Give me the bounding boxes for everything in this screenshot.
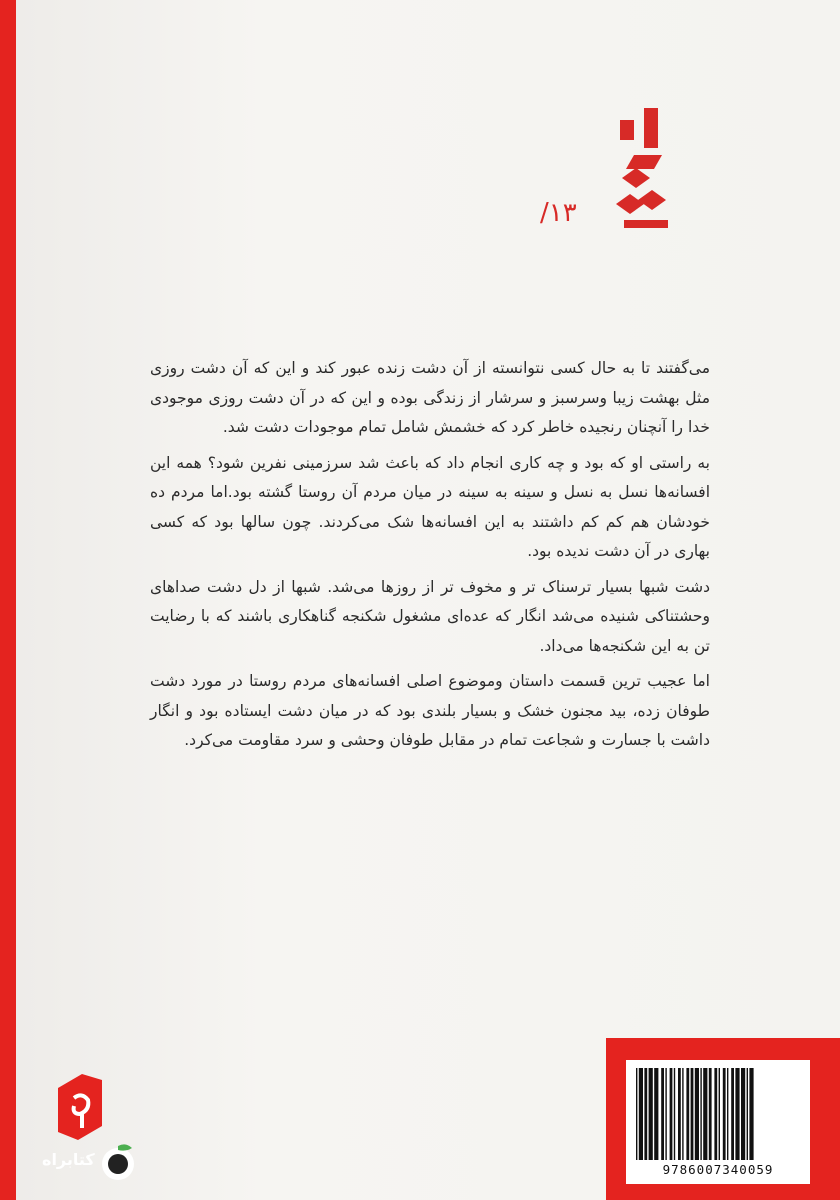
paragraph: به راستی او که بود و چه کاری انجام داد که باعث شد سرزمینی نفرین شود؟ همه این افسانه‌ها نسل به نسل و سینه به سینه در میان مردم آن روستا گشته بود.اما مردم ده خودشان هم کم کم داشتند به این افسانه‌ها شک می‌کردند. چون سالها بود که کسی بهاری در آن دشت ندیده بود. [150, 453, 710, 560]
barcode-bar [691, 1068, 694, 1160]
publisher-logo-icon [52, 1068, 108, 1146]
barcode [626, 1060, 810, 1184]
paragraph: اما عجیب ترین قسمت داستان وموضوع اصلی افسانه‌های مردم روستا در مورد دشت طوفان زده، بید مجنون خشک و بسیار بلندی بود که در میان دشت ایستاده بود و انگار داشت با جسارت و شجاعت تمام در مقابل طوفان وحشی و سرد مقاومت می‌کرد. [150, 672, 710, 749]
barcode-bar [749, 1068, 753, 1160]
barcode-bar [695, 1068, 699, 1160]
red-spine-edge [0, 0, 16, 1200]
barcode-bar [731, 1068, 734, 1160]
barcode-bar [636, 1068, 637, 1160]
barcode-bar [727, 1068, 728, 1160]
watermark-text: کتابراه [42, 1150, 95, 1169]
barcode-bar [678, 1068, 681, 1160]
barcode-bar [674, 1068, 675, 1160]
barcode-bar [649, 1068, 653, 1160]
blurb-text [150, 354, 710, 762]
barcode-bar [639, 1068, 643, 1160]
watermark [20, 1138, 130, 1182]
barcode-bar [682, 1068, 683, 1160]
paragraph: می‌گفتند تا به حال کسی نتوانسته از آن دشت زنده عبور کند و این که آن دشت روزی مثل بهشت زیبا وسرسبز و سرشار از زندگی بوده و این که در آن دشت روزی موجودی خدا را آنچنان رنجیده خاطر کرد که خشمش شامل تمام موجودات دشت شد. [150, 359, 710, 436]
watermark-logo-icon [96, 1140, 140, 1184]
barcode-bar [747, 1068, 748, 1160]
barcode-bar [719, 1068, 720, 1160]
barcode-bar [714, 1068, 717, 1160]
series-emblem-icon [600, 100, 680, 240]
series-number: /۱۳ [540, 198, 577, 228]
paragraph: دشت شبها بسیار ترسناک تر و مخوف تر از روزها می‌شد. شبها از دل دشت صداهای وحشتناکی شنیده می‌شد انگار که عده‌ای مشغول شکنجه گناهکاری باشند که با رضایت تن به این شکنجه‌ها می‌داد. [150, 577, 710, 655]
barcode-digits: 9786007340059 [662, 1162, 774, 1177]
barcode-bar [723, 1068, 726, 1160]
barcode-bar [700, 1068, 701, 1160]
barcode-panel [606, 1038, 840, 1200]
barcode-bar [670, 1068, 673, 1160]
barcode-bar [644, 1068, 647, 1160]
barcode-bar [735, 1068, 739, 1160]
barcode-bar [686, 1068, 689, 1160]
barcode-bars [636, 1068, 800, 1160]
barcode-bar [654, 1068, 658, 1160]
barcode-bar [703, 1068, 707, 1160]
barcode-bar [665, 1068, 666, 1160]
barcode-bar [661, 1068, 664, 1160]
barcode-bar [741, 1068, 745, 1160]
barcode-bar [709, 1068, 712, 1160]
